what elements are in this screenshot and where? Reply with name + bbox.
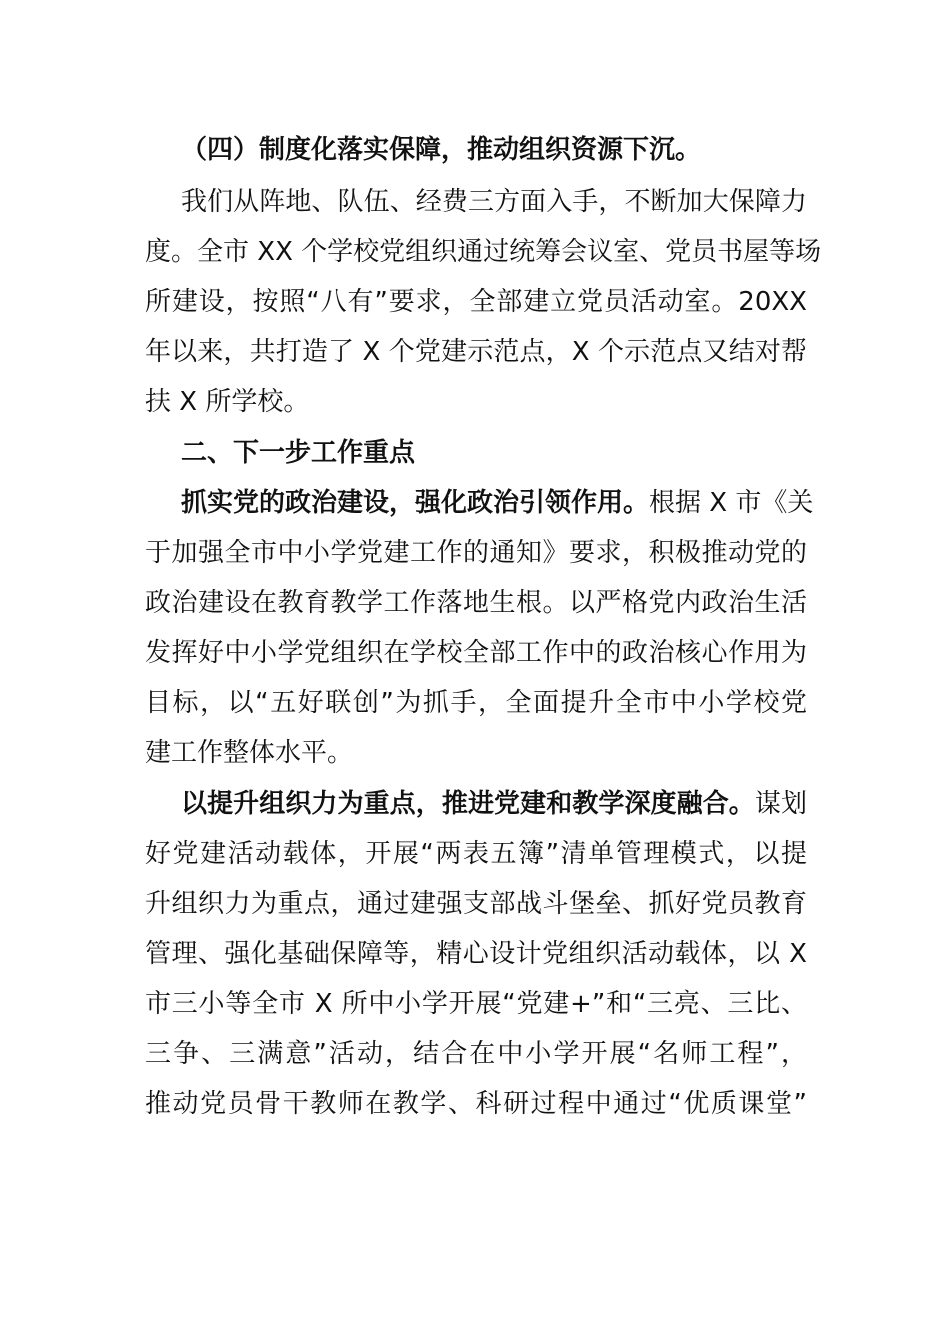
paragraph-line: 建工作整体水平。 [145,738,354,768]
paragraph-line: 市三小等全市 X 所中小学开展“党建+”和“三亮、三比、 [145,989,807,1019]
paragraph-line: 我们从阵地、队伍、经费三方面入手，不断加大保障力 [181,187,807,217]
paragraph-line: 于加强全市中小学党建工作的通知》要求，积极推动党的 [145,538,807,568]
paragraph-line [181,478,814,528]
paragraph-line: 所建设，按照“八有”要求，全部建立党员活动室。20XX [145,287,807,317]
paragraph-line: 年以来，共打造了 X 个党建示范点，X 个示范点又结对帮 [145,337,807,367]
paragraph-line: 管理、强化基础保障等，精心设计党组织活动载体，以 X [145,939,807,969]
paragraph-line: 升组织力为重点，通过建强支部战斗堡垒、抓好党员教育 [145,889,807,919]
paragraph-line: 目标，以“五好联创”为抓手，全面提升全市中小学校党 [145,688,807,718]
paragraph-lead: 抓实党的政治建设，强化政治引领作用。 [181,488,650,518]
paragraph-line: 发挥好中小学党组织在学校全部工作中的政治核心作用为 [145,638,807,668]
paragraph-text: 根据 X 市《关 [649,488,814,518]
paragraph-lead: 以提升组织力为重点，推进党建和教学深度融合。 [181,789,755,819]
paragraph-line: 推动党员骨干教师在教学、科研过程中通过“优质课堂” [145,1089,807,1119]
section-heading-4: （四）制度化落实保障，推动组织资源下沉。 [181,135,702,165]
paragraph-text: 谋划 [754,789,807,819]
paragraph-line: 政治建设在教育教学工作落地生根。以严格党内政治生活 [145,588,807,618]
paragraph-line [181,779,807,829]
paragraph-line: 好党建活动载体，开展“两表五簿”清单管理模式，以提 [145,839,807,869]
section-heading-2: 二、下一步工作重点 [181,438,416,468]
paragraph-line: 扶 X 所学校。 [145,387,310,417]
paragraph-line: 度。全市 XX 个学校党组织通过统筹会议室、党员书屋等场 [145,237,822,267]
paragraph-line: 三争、三满意”活动，结合在中小学开展“名师工程”， [145,1039,807,1069]
